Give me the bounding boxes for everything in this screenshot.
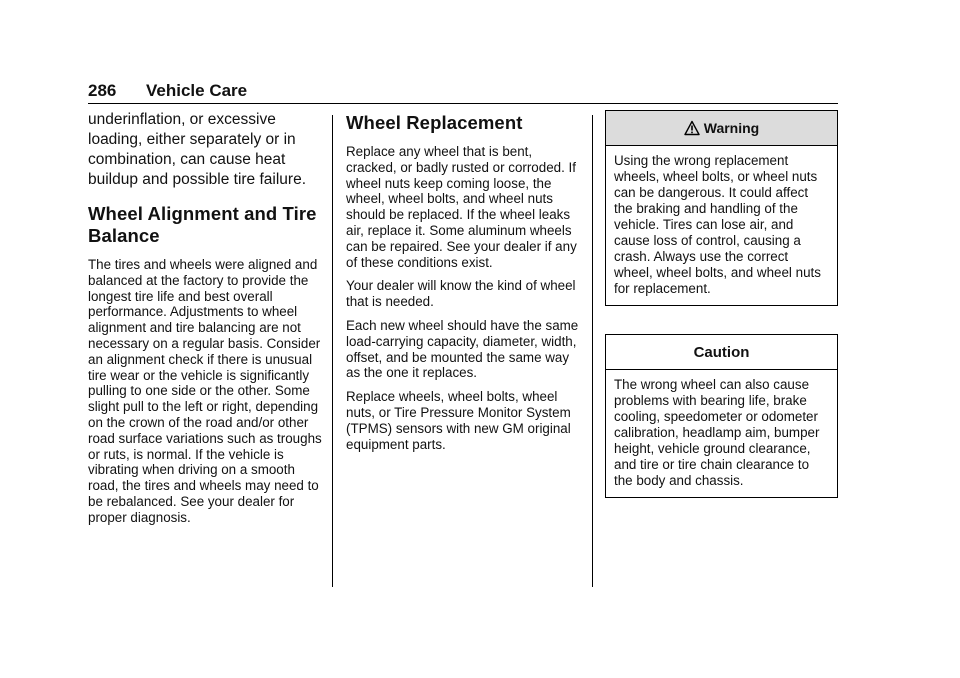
warning-title: Warning xyxy=(703,120,760,136)
section-title: Vehicle Care xyxy=(146,81,248,100)
replacement-paragraph-2: Your dealer will know the kind of wheel that is needed. xyxy=(346,278,576,310)
page-header xyxy=(88,80,838,102)
warning-header xyxy=(606,111,837,146)
column-divider-2 xyxy=(592,115,593,587)
caution-header xyxy=(606,335,837,370)
caution-box xyxy=(605,334,838,498)
heading-wheel-alignment: Wheel Alignment and Tire Balance xyxy=(88,203,317,246)
replacement-paragraph-4: Replace wheels, wheel bolts, wheel nuts, or Tire Pressure Monitor System (TPMS) sensors with new GM original equipment parts. xyxy=(346,389,571,452)
alignment-paragraph: The tires and wheels were aligned and balanced at the factory to provide the longest tire life and best overall performance. Adjustments to wheel alignment and tire balancing are not necessary on a regular basis. Consider an alignment check if there is unusual tire wear or the vehicle is significantly pulling to one side or the other. Some slight pull to the left or right, depending on the crown of the road and/or other road surface variations such as troughs or ruts, is normal. If the vehicle is vibrating when driving on a smooth road, the tires and wheels may need to be rebalanced. See your dealer for proper diagnosis. xyxy=(88,257,322,525)
heading-wheel-replacement: Wheel Replacement xyxy=(346,112,523,133)
column-right xyxy=(605,110,838,498)
column-left xyxy=(88,110,323,526)
header-rule xyxy=(88,103,838,104)
warning-text: Using the wrong replacement wheels, wheel bolts, or wheel nuts can be dangerous. It could affect the braking and handling of the vehicle. Tires can lose air, and cause loss of control, causing a crash. Always use the correct wheel, wheel bolts, and wheel nuts for replacement. xyxy=(614,153,821,296)
column-divider-1 xyxy=(332,115,333,587)
column-middle xyxy=(346,110,584,460)
page-number: 286 xyxy=(88,81,117,100)
warning-box xyxy=(605,110,838,306)
continued-text: underinflation, or excessive loading, either separately or in combination, can cause heat buildup and possible tire failure. xyxy=(88,111,306,188)
warning-triangle-icon xyxy=(684,120,700,136)
replacement-paragraph-1: Replace any wheel that is bent, cracked, or badly rusted or corroded. If wheel nuts keep coming loose, the wheel, wheel bolts, and wheel nuts should be replaced. If the wheel leaks air, replace it. Some aluminum wheels can be repaired. See your dealer if any of these conditions exist. xyxy=(346,144,577,270)
caution-title: Caution xyxy=(693,343,750,361)
caution-text: The wrong wheel can also cause problems with bearing life, brake cooling, speedometer or odometer calibration, headlamp aim, bumper height, vehicle ground clearance, and tire or tire chain clearance to the body and chassis. xyxy=(614,377,820,488)
replacement-paragraph-3: Each new wheel should have the same load-carrying capacity, diameter, width, offset, and be mounted the same way as the one it replaces. xyxy=(346,317,579,381)
